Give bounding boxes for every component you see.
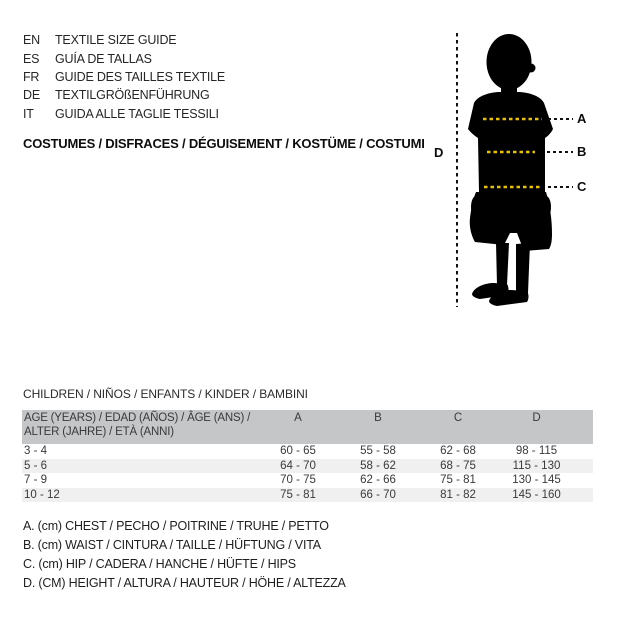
height-cell: 98 - 115 (515, 445, 558, 457)
hip-cell: 62 - 68 (440, 445, 476, 457)
language-label: TEXTILE SIZE GUIDE (55, 33, 177, 48)
height-cell: 115 - 130 (498, 459, 593, 474)
measure-label-b: B (577, 144, 587, 159)
language-row (23, 86, 225, 104)
child-silhouette (468, 34, 553, 306)
measure-label-c: C (577, 179, 587, 194)
language-list (23, 31, 225, 123)
age-cell: 10 - 12 (22, 488, 258, 503)
table-row (22, 473, 593, 488)
category-title: COSTUMES / DISFRACES / DÉGUISEMENT / KOSTÜME / COSTUMI (23, 136, 425, 151)
chest-cell: 75 - 81 (258, 488, 338, 503)
table-row (22, 488, 593, 503)
language-code: FR (23, 69, 40, 84)
waist-cell: 58 - 62 (338, 459, 418, 474)
hip-cell: 81 - 82 (418, 488, 498, 503)
chest-cell: 60 - 65 (280, 445, 316, 457)
age-header-line2: ALTER (JAHRE) / ETÀ (ANNI) (24, 425, 174, 438)
measurement-legend (23, 517, 346, 592)
column-header-d: D (498, 410, 593, 444)
measure-label-d: D (434, 145, 444, 160)
age-column-header (22, 410, 258, 444)
legend-item-waist: B. (cm) WAIST / CINTURA / TAILLE / HÜFTUNG / VITA (23, 538, 321, 553)
language-code: ES (23, 51, 40, 66)
column-header-b: B (338, 410, 418, 444)
language-label: TEXTILGRÖßENFÜHRUNG (55, 88, 210, 103)
legend-item-hip: C. (cm) HIP / CADERA / HANCHE / HÜFTE / HIPS (23, 556, 296, 571)
chest-cell: 64 - 70 (258, 459, 338, 474)
hip-cell: 68 - 75 (418, 459, 498, 474)
height-cell: 130 - 145 (512, 474, 561, 486)
language-code: IT (23, 106, 34, 121)
language-label: GUÍA DE TALLAS (55, 51, 152, 66)
child-silhouette-icon (420, 22, 600, 312)
chest-cell: 70 - 75 (280, 474, 316, 486)
size-table-header-row (22, 410, 593, 444)
measure-label-a: A (577, 111, 587, 126)
language-row (23, 105, 225, 123)
column-header-c: C (418, 410, 498, 444)
column-header-a: A (258, 410, 338, 444)
waist-cell: 66 - 70 (338, 488, 418, 503)
language-row (23, 49, 225, 67)
waist-cell: 62 - 66 (360, 474, 396, 486)
waist-cell: 55 - 58 (360, 445, 396, 457)
age-cell: 5 - 6 (22, 459, 258, 474)
language-row (23, 68, 225, 86)
age-cell: 3 - 4 (24, 445, 48, 457)
language-code: DE (23, 88, 40, 103)
language-code: EN (23, 33, 40, 48)
age-cell: 7 - 9 (24, 474, 48, 486)
legend-item-chest: A. (cm) CHEST / PECHO / POITRINE / TRUHE / PETTO (23, 519, 329, 534)
hip-cell: 75 - 81 (440, 474, 476, 486)
section-title-children: CHILDREN / NIÑOS / ENFANTS / KINDER / BAMBINI (23, 387, 308, 401)
language-label: GUIDA ALLE TAGLIE TESSILI (55, 106, 219, 121)
table-row (22, 444, 593, 459)
legend-item-height: D. (CM) HEIGHT / ALTURA / HAUTEUR / HÖHE / ALTEZZA (23, 575, 346, 590)
height-cell: 145 - 160 (498, 488, 593, 503)
table-row (22, 459, 593, 474)
size-table (22, 410, 593, 502)
language-row (23, 31, 225, 49)
age-header-line1: AGE (YEARS) / EDAD (AÑOS) / ÂGE (ANS) / (24, 412, 251, 424)
language-label: GUIDE DES TAILLES TEXTILE (55, 69, 226, 84)
